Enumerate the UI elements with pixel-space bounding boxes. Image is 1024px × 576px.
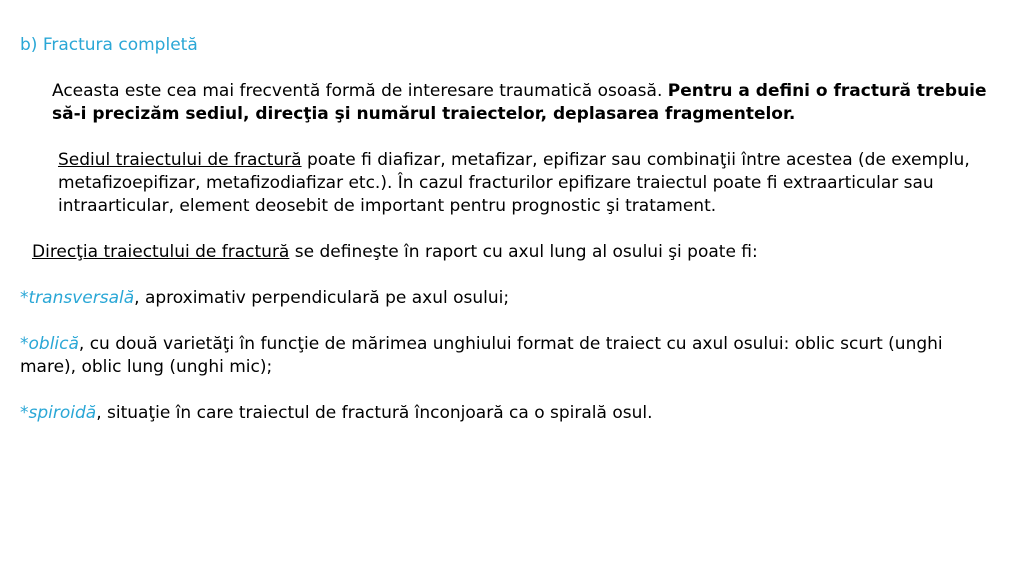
directia-term: Direcţia traiectului de fractură xyxy=(32,242,290,262)
spiroida-term: *spiroidă xyxy=(20,403,97,423)
oblica-text: , cu două varietăţi în funcţie de mărimea unghiului format de traiect cu axul osului: oblic scurt (unghi mare), oblic lung (unghi mic); xyxy=(20,334,943,377)
list-item-spiroida xyxy=(20,402,1004,425)
sediul-text: poate fi diafizar, metafizar, epifizar sau combinaţii între acestea (de exemplu, metafizoepifizar, metafizodiafizar etc.). În cazul fracturilor epifizare traiectul poate fi extraarticular sau intraarticular, element deosebit de important pentru prognostic şi tratament. xyxy=(58,150,970,216)
list-item-oblica xyxy=(20,333,1004,379)
oblica-term: *oblică xyxy=(20,334,79,354)
paragraph-sediul xyxy=(20,149,1004,218)
paragraph-directia xyxy=(20,241,1004,264)
intro-bold-text: Pentru a defini o fractură trebuie să-i precizăm sediul, direcţia şi numărul traiectelor, deplasarea fragmentelor. xyxy=(52,81,987,124)
transversala-text: , aproximativ perpendiculară pe axul osului; xyxy=(134,288,510,308)
paragraph-intro xyxy=(20,80,1004,126)
sediul-term: Sediul traiectului de fractură xyxy=(58,150,302,170)
list-item-transversala xyxy=(20,287,1004,310)
directia-text: se defineşte în raport cu axul lung al osului şi poate fi: xyxy=(289,242,758,262)
intro-text: Aceasta este cea mai frecventă formă de interesare traumatică osoasă. xyxy=(52,81,668,101)
spiroida-text: , situaţie în care traiectul de fractură înconjoară ca o spirală osul. xyxy=(96,403,653,423)
transversala-term: *transversală xyxy=(20,288,135,308)
section-heading: b) Fractura completă xyxy=(20,35,198,55)
